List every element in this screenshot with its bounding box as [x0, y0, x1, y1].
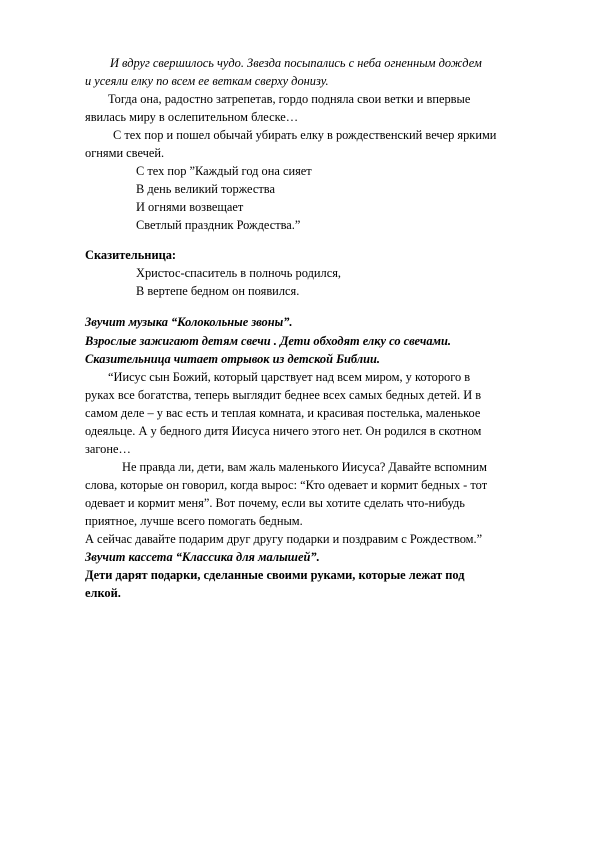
stage-direction: Сказительница читает отрывок из детской Библии.: [85, 352, 380, 366]
narration-line: И вдруг свершилось чудо. Звезда посыпались с неба огненным дождем: [110, 56, 482, 70]
text-line: самом деле – у вас есть и теплая комната, и красивая постелька, маленькое: [85, 406, 481, 420]
stage-direction: Взрослые зажигают детям свечи . Дети обходят елку со свечами.: [85, 334, 452, 348]
text-line: Тогда она, радостно затрепетав, гордо подняла свои ветки и впервые: [108, 92, 471, 106]
stage-direction: Звучит кассета “Классика для малышей”.: [85, 550, 320, 564]
verse-line: С тех пор ”Каждый год она сияет: [136, 164, 312, 178]
stage-direction: Дети дарят подарки, сделанные своими руками, которые лежат под: [85, 568, 465, 582]
stage-direction: Звучит музыка “Колокольные звоны”.: [85, 315, 293, 329]
verse-line: Христос-спаситель в полночь родился,: [136, 266, 341, 280]
text-line: Не правда ли, дети, вам жаль маленького Иисуса? Давайте вспомним: [122, 460, 488, 474]
text-line: “Иисус сын Божий, который царствует над всем миром, у которого в: [108, 370, 471, 384]
stage-direction: елкой.: [85, 586, 121, 600]
verse-line: В день великий торжества: [136, 182, 275, 196]
text-line: С тех пор и пошел обычай убирать елку в рождественский вечер яркими: [113, 128, 497, 142]
text-line: загоне…: [85, 442, 131, 456]
verse-line: Светлый праздник Рождества.”: [136, 218, 301, 232]
speaker-heading: Сказительница:: [85, 248, 177, 262]
text-line: слова, которые он говорил, когда вырос: “Кто одевает и кормит бедных - тот: [85, 478, 488, 492]
text-line: явилась миру в ослепительном блеске…: [85, 110, 299, 124]
text-line: руках все богатства, теперь выглядит беднее всех самых бедных детей. И в: [85, 388, 482, 402]
text-line: огнями свечей.: [85, 146, 165, 160]
text-line: А сейчас давайте подарим друг другу подарки и поздравим с Рождеством.”: [85, 532, 483, 546]
narration-line: и усеяли елку по всем ее веткам сверху донизу.: [85, 74, 329, 88]
text-line: приятное, лучше всего помогать бедным.: [85, 514, 303, 528]
text-line: одеяльце. А у бедного дитя Иисуса ничего этого нет. Он родился в скотном: [85, 424, 482, 438]
verse-line: В вертепе бедном он появился.: [136, 284, 300, 298]
verse-line: И огнями возвещает: [136, 200, 244, 214]
text-line: одевает и кормит меня”. Вот почему, если вы хотите сделать что-нибудь: [85, 496, 465, 510]
